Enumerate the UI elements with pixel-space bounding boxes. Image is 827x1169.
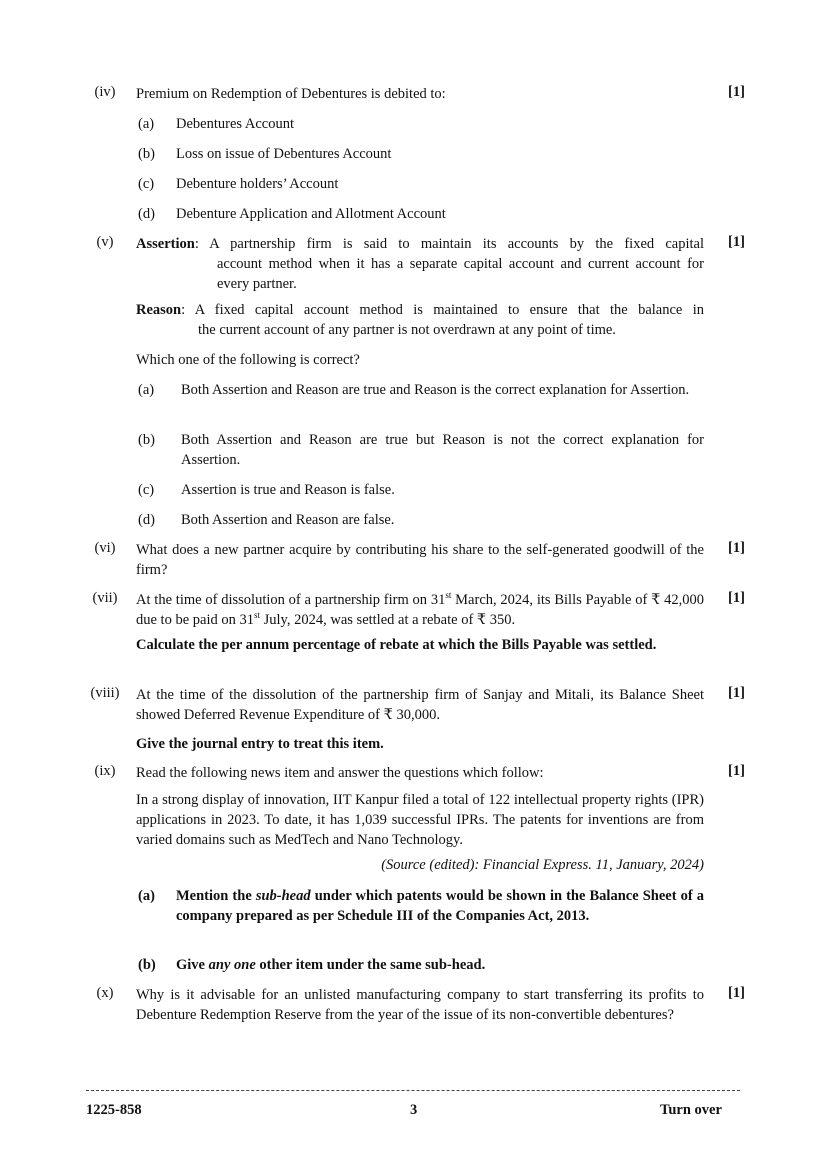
option-text: Debentures Account (176, 116, 294, 132)
question-number: (viii) (90, 685, 120, 701)
question-number: (ix) (94, 763, 116, 779)
option-text: Both Assertion and Reason are false. (181, 512, 395, 528)
option-text: Assertion is true and Reason is false. (181, 482, 395, 498)
marks: [1] (728, 234, 745, 250)
text-part: March, 2024, its Bills Payable of ₹ 42,000 due to be paid on 31 (136, 592, 704, 628)
option-label: (b) (138, 957, 156, 973)
question-number: (vii) (92, 590, 118, 606)
option-label: (a) (138, 116, 155, 132)
paper-code: 1225-858 (86, 1102, 142, 1118)
question-text: Why is it advisable for an unlisted manufacturing company to start transferring its profits to Debenture Redemption Reserve from the year of the issue of its non-convertible debentures? (136, 987, 704, 1023)
question-text (136, 590, 704, 630)
marks: [1] (728, 590, 745, 606)
emphasis: sub-head (255, 888, 311, 904)
marks: [1] (728, 685, 745, 701)
reason: Reason: A fixed capital account method is maintained to ensure that the balance in the current account of any partner is not overdrawn at any point of time. (136, 302, 704, 338)
text-part: other item under the same sub-head. (255, 957, 486, 973)
question-text: Read the following news item and answer the questions which follow: (136, 765, 544, 781)
news-source: (Source (edited): Financial Express. 11, January, 2024) (381, 857, 704, 873)
option-label: (a) (138, 888, 155, 904)
reason-label: Reason (136, 302, 182, 318)
assertion: Assertion: A partnership firm is said to maintain its accounts by the fixed capital account method when it has a separate capital account and current account for every partner. (136, 236, 704, 292)
sub-question-text (176, 955, 704, 975)
reason-line1: A fixed capital account method is maintained to ensure that the balance in (194, 302, 704, 318)
text-part: At the time of dissolution of a partnership firm on 31 (136, 592, 446, 608)
question-number: (iv) (94, 84, 116, 100)
text-part: Mention the (176, 888, 256, 904)
text-part: Give (176, 957, 209, 973)
option-label: (d) (138, 206, 155, 222)
superscript: st (254, 610, 261, 621)
marks: [1] (728, 985, 745, 1001)
page-number: 3 (410, 1102, 418, 1118)
option-text: Debenture Application and Allotment Account (176, 206, 446, 222)
option-text: Both Assertion and Reason are true but Reason is not the correct explanation for Assertion. (181, 432, 704, 468)
question-number: (x) (96, 985, 114, 1001)
reason-continued: the current account of any partner is not overdrawn at any point of time. (198, 322, 616, 338)
option-label: (b) (138, 146, 155, 162)
assertion-label: Assertion (136, 236, 195, 252)
question-number: (vi) (94, 540, 116, 556)
assertion-line1: A partnership firm is said to maintain its accounts by the fixed capital (209, 236, 704, 252)
option-text: Both Assertion and Reason are true and Reason is the correct explanation for Assertion. (181, 382, 690, 398)
superscript: st (445, 590, 452, 601)
marks: [1] (728, 763, 745, 779)
text-part: under which patents would be shown in the Balance Sheet of a company prepared as per Schedule III of the Companies Act, 2013. (176, 888, 704, 924)
emphasis: any one (208, 957, 256, 973)
option-label: (c) (138, 482, 155, 498)
assertion-continued: account method when it has a separate capital account and current account for every partner. (217, 256, 704, 292)
option-label: (d) (138, 512, 155, 528)
text-part: July, 2024, was settled at a rebate of ₹ 350. (260, 612, 516, 628)
option-label: (b) (138, 432, 155, 448)
question-text: Which one of the following is correct? (136, 352, 360, 368)
question-text: Premium on Redemption of Debentures is debited to: (136, 86, 446, 102)
news-item: In a strong display of innovation, IIT Kanpur filed a total of 122 intellectual property rights (IPR) applications in 2023. To date, it has 1,039 successful IPRs. The patents for inventions are from varied domains such as MedTech and Nano Technology. (136, 792, 704, 848)
option-text: Debenture holders’ Account (176, 176, 339, 192)
marks: [1] (728, 540, 745, 556)
question-text: What does a new partner acquire by contributing his share to the self-generated goodwill of the firm? (136, 542, 704, 578)
option-label: (c) (138, 176, 155, 192)
footer-divider (86, 1090, 740, 1091)
sub-question-text (176, 886, 704, 926)
question-text: At the time of the dissolution of the partnership firm of Sanjay and Mitali, its Balance Sheet showed Deferred Revenue Expenditure of ₹ 30,000. (136, 687, 704, 723)
question-instruction: Calculate the per annum percentage of rebate at which the Bills Payable was settled. (136, 637, 657, 653)
option-text: Loss on issue of Debentures Account (176, 146, 392, 162)
option-label: (a) (138, 382, 155, 398)
turn-over: Turn over (660, 1102, 722, 1118)
question-instruction: Give the journal entry to treat this item. (136, 736, 384, 752)
question-number: (v) (96, 234, 114, 250)
marks: [1] (728, 84, 745, 100)
